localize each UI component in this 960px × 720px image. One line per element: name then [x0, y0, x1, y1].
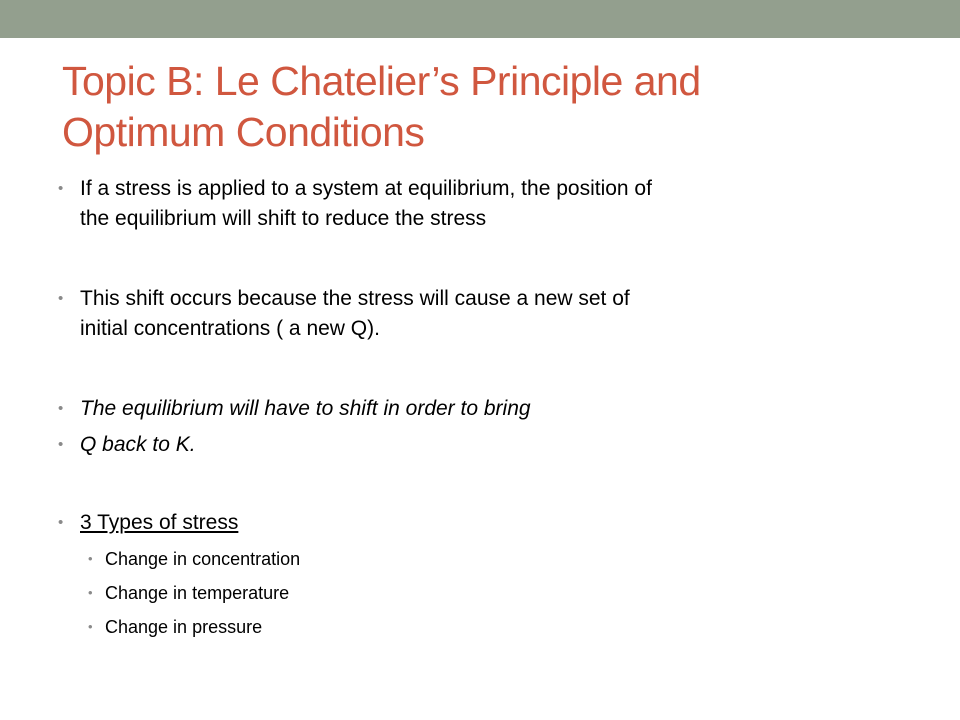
bullet-types-of-stress	[58, 508, 878, 538]
bullet-shift-reason	[58, 284, 878, 344]
slide-title	[62, 56, 922, 158]
bullet-line: This shift occurs because the stress will cause a new set of	[80, 287, 630, 310]
bullet-dot-icon: •	[58, 436, 64, 453]
sub-bullet-dot-icon: •	[88, 619, 93, 634]
bullet-line: If a stress is applied to a system at equilibrium, the position of	[80, 177, 652, 200]
slide-title-line-2: Optimum Conditions	[62, 109, 425, 155]
bullet-text: 3 Types of stress	[80, 511, 239, 534]
sub-bullet-text: Change in temperature	[105, 583, 290, 603]
bullet-line: initial concentrations ( a new Q).	[80, 317, 380, 340]
bullet-dot-icon: •	[58, 400, 64, 417]
bullet-stress-definition	[58, 174, 878, 234]
bullet-dot-icon: •	[58, 514, 64, 531]
sub-bullet-dot-icon: •	[88, 585, 93, 600]
bullet-text: The equilibrium will have to shift in order to bring	[80, 397, 531, 420]
sub-bullet-dot-icon: •	[88, 551, 93, 566]
sub-bullet-concentration	[88, 546, 788, 572]
bullet-dot-icon: •	[58, 290, 64, 307]
bullet-line: the equilibrium will shift to reduce the stress	[80, 207, 487, 230]
sub-bullet-text: Change in concentration	[105, 549, 301, 569]
bullet-q-back-to-k	[58, 430, 878, 460]
bullet-text: Q back to K.	[80, 433, 196, 456]
bullet-dot-icon: •	[58, 180, 64, 197]
sub-bullet-temperature	[88, 580, 788, 606]
sub-bullet-pressure	[88, 614, 788, 640]
sub-bullet-text: Change in pressure	[105, 617, 263, 637]
bullet-equilibrium-shift	[58, 394, 878, 424]
top-accent-bar	[0, 0, 960, 38]
slide-title-line-1: Topic B: Le Chatelier’s Principle and	[62, 58, 701, 104]
bullet-text	[80, 174, 878, 234]
bullet-text	[80, 284, 878, 344]
